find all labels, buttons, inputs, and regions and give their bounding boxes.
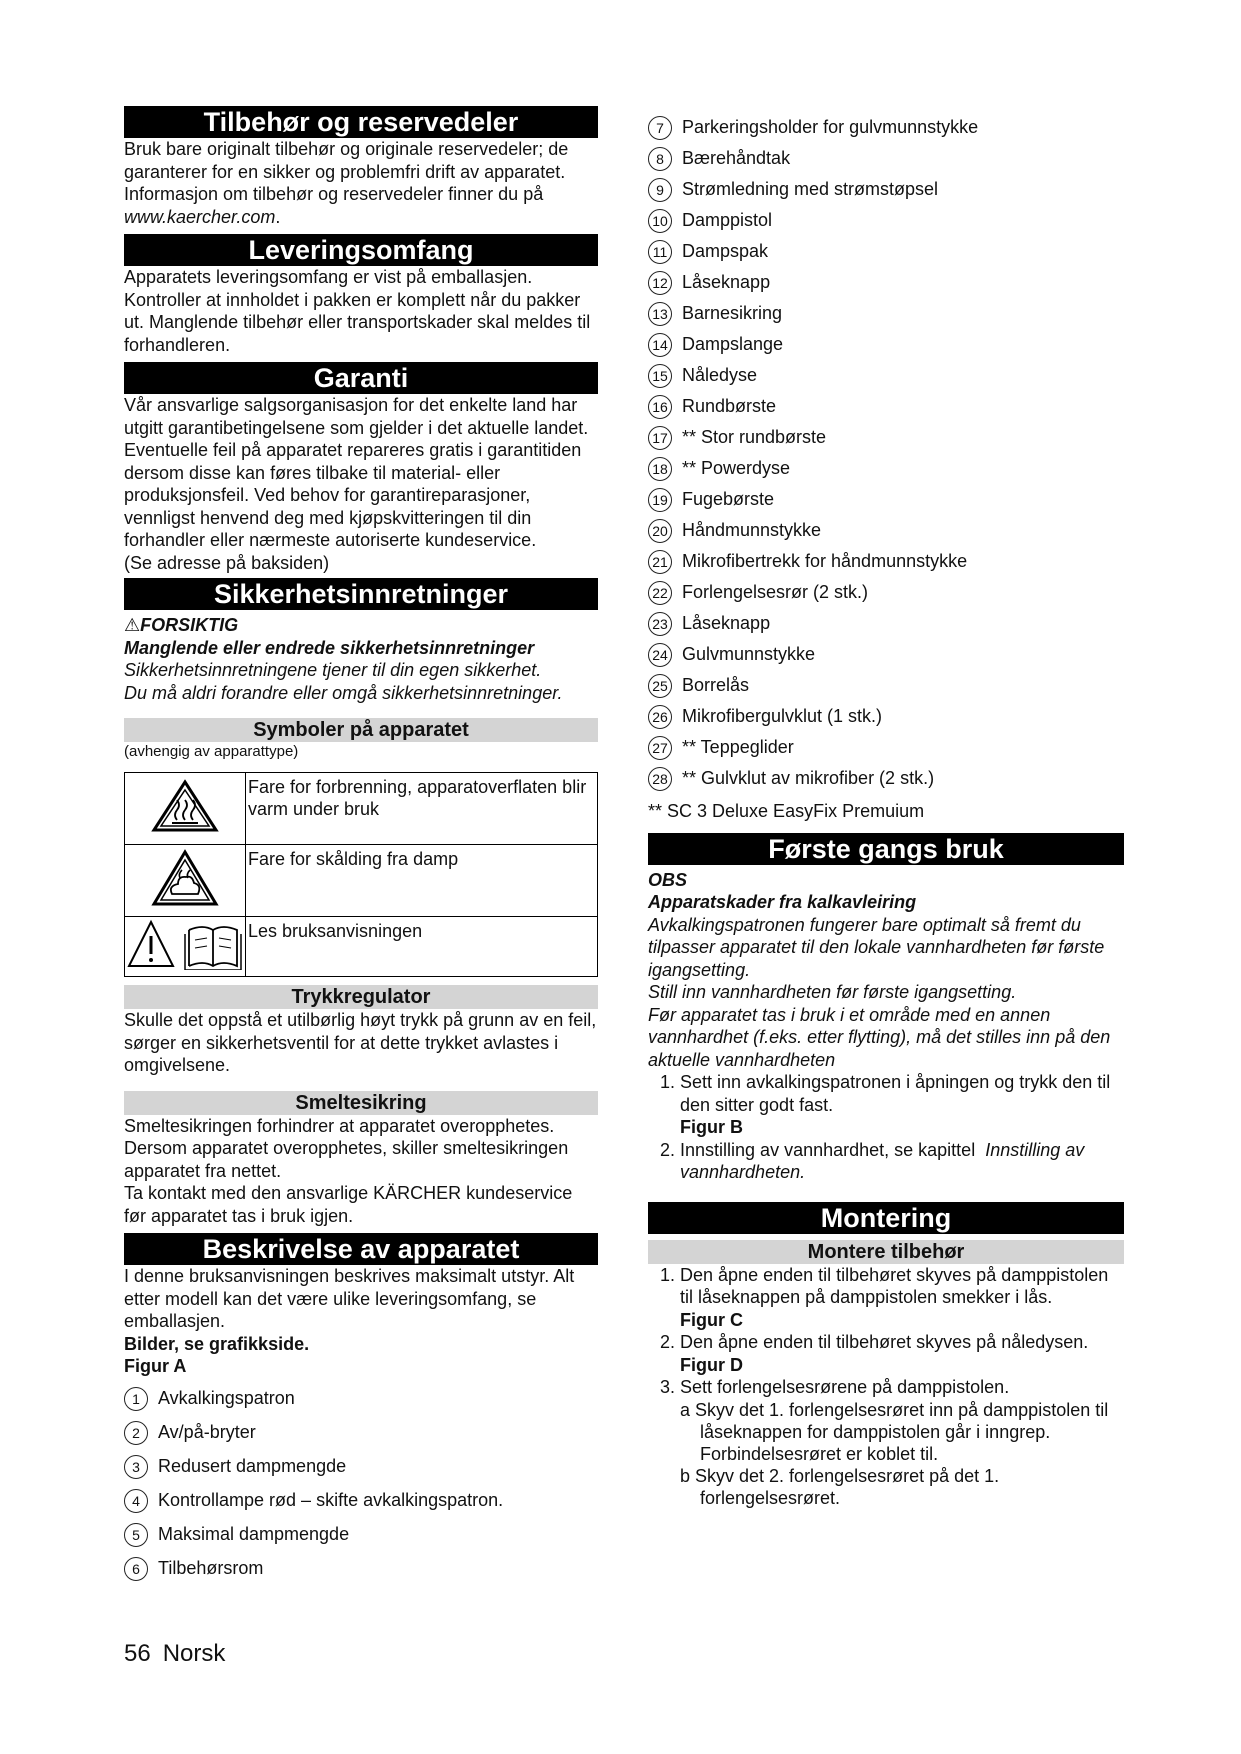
beskrivelse-text: I denne bruksanvisningen beskrives maksimalt utstyr. Alt etter modell kan det være ulike leveringsomfang, se emballasjen. xyxy=(124,1266,575,1331)
item-label: Dampspak xyxy=(682,241,769,261)
list-item xyxy=(648,670,1124,701)
item-number: 19 xyxy=(648,488,672,512)
list-item xyxy=(124,1450,598,1484)
list-item xyxy=(124,1416,598,1450)
item-label: Parkeringsholder for gulvmunnstykke xyxy=(682,117,979,137)
montering-steps xyxy=(648,1264,1124,1509)
item-label: Håndmunnstykke xyxy=(682,520,822,540)
warning-triangle-icon: ⚠ xyxy=(124,615,141,635)
item-number: 15 xyxy=(648,364,672,388)
item-label: ** Teppeglider xyxy=(682,737,794,757)
obs-title: Apparatskader fra kalkavleiring xyxy=(648,892,917,912)
heading-montering: Montering xyxy=(648,1202,1124,1234)
list-item xyxy=(648,298,1124,329)
item-label: Låseknapp xyxy=(682,613,771,633)
montering-step-1: 1. Den åpne enden til tilbehøret skyves på damppistolen til låseknappen på damppistolen smekker i lås. xyxy=(660,1264,1109,1307)
item-label: Tilbehørsrom xyxy=(158,1558,264,1578)
item-number: 17 xyxy=(648,426,672,450)
item-label: Mikrofibertrekk for håndmunnstykke xyxy=(682,551,968,571)
list-item xyxy=(124,1518,598,1552)
item-number: 5 xyxy=(124,1523,148,1547)
item-label: Redusert dampmengde xyxy=(158,1456,347,1476)
item-number: 27 xyxy=(648,736,672,760)
list-item xyxy=(648,763,1124,794)
symbol-row xyxy=(125,917,598,977)
item-label: ** Stor rundbørste xyxy=(682,427,827,447)
figur-d: Figur D xyxy=(680,1354,743,1375)
item-label: Av/på-bryter xyxy=(158,1422,256,1442)
warning-title: Manglende eller endrede sikkerhetsinnretninger xyxy=(124,637,535,658)
symbol-row xyxy=(125,773,598,845)
item-number: 20 xyxy=(648,519,672,543)
item-number: 14 xyxy=(648,333,672,357)
symbol-text: Fare for forbrenning, apparatoverflaten blir varm under bruk xyxy=(246,773,598,845)
item-label: Avkalkingspatron xyxy=(158,1388,295,1408)
list-item xyxy=(648,143,1124,174)
heading-tilbehor: Tilbehør og reservedeler xyxy=(124,106,598,138)
item-label: Gulvmunnstykke xyxy=(682,644,816,664)
tilbehor-text: Bruk bare originalt tilbehør og originale reservedeler; de garanterer for en sikker og problemfri drift av apparatet. Informasjon om tilbehør og reservedeler finner du på www.kaercher.com. xyxy=(124,139,569,227)
item-number: 25 xyxy=(648,674,672,698)
item-number: 23 xyxy=(648,612,672,636)
item-label: Damppistol xyxy=(682,210,773,230)
item-number: 9 xyxy=(648,178,672,202)
obs-text-1: Avkalkingspatronen fungerer bare optimalt så fremt du tilpasser apparatet til den lokale vannhardheten før første igangsetting. xyxy=(648,914,1105,980)
item-label: Dampslange xyxy=(682,334,784,354)
item-number: 6 xyxy=(124,1557,148,1581)
list-item xyxy=(648,453,1124,484)
item-label: Barnesikring xyxy=(682,303,783,323)
item-label: Forlengelsesrør (2 stk.) xyxy=(682,582,869,602)
item-number: 4 xyxy=(124,1489,148,1513)
right-column xyxy=(648,112,1124,1509)
item-number: 12 xyxy=(648,271,672,295)
step-2: 2. Innstilling av vannhardhet, se kapittel Innstilling av vannhardheten. xyxy=(660,1139,1085,1182)
list-item xyxy=(124,1484,598,1518)
leveringsomfang-text: Apparatets leveringsomfang er vist på emballasjen. Kontroller at innholdet i pakken er komplett når du pakker ut. Manglende tilbehør eller transportskader skal meldes til forhandleren. xyxy=(124,267,591,355)
item-number: 2 xyxy=(124,1421,148,1445)
montering-step-2: 2. Den åpne enden til tilbehøret skyves på nåledysen. xyxy=(660,1332,1089,1352)
list-item xyxy=(648,205,1124,236)
list-item xyxy=(124,1552,598,1586)
heading-garanti: Garanti xyxy=(124,362,598,394)
item-label: ** Gulvklut av mikrofiber (2 stk.) xyxy=(682,768,935,788)
obs-label: OBS xyxy=(648,869,688,890)
item-number: 28 xyxy=(648,767,672,791)
hot-surface-icon xyxy=(125,773,246,845)
symbol-table xyxy=(124,772,598,977)
heading-beskrivelse: Beskrivelse av apparatet xyxy=(124,1233,598,1265)
item-label: Rundbørste xyxy=(682,396,777,416)
trykkregulator-text: Skulle det oppstå et utilbørlig høyt trykk på grunn av en feil, sørger en sikkerhetsventil for at dette trykket avlastes i omgivelsene. xyxy=(124,1010,597,1075)
manual-icon xyxy=(125,917,246,977)
list-item xyxy=(648,732,1124,763)
item-number: 8 xyxy=(648,147,672,171)
list-item xyxy=(648,639,1124,670)
kaercher-link[interactable]: www.kaercher.com xyxy=(124,206,276,227)
item-number: 22 xyxy=(648,581,672,605)
item-label: Låseknapp xyxy=(682,272,771,292)
item-label: Fugebørste xyxy=(682,489,775,509)
heading-trykkregulator: Trykkregulator xyxy=(124,985,598,1009)
list-item xyxy=(648,577,1124,608)
montering-step-3a-note: Forbindelsesrøret er koblet til. xyxy=(700,1443,939,1464)
figur-c: Figur C xyxy=(680,1309,743,1330)
garanti-note: (Se adresse på baksiden) xyxy=(124,552,330,573)
page-number: 56 xyxy=(124,1640,151,1667)
list-item xyxy=(648,267,1124,298)
heading-leveringsomfang: Leveringsomfang xyxy=(124,234,598,266)
item-number: 3 xyxy=(124,1455,148,1479)
item-label: Kontrollampe rød – skifte avkalkingspatron. xyxy=(158,1490,504,1510)
list-item xyxy=(648,515,1124,546)
item-number: 26 xyxy=(648,705,672,729)
smeltesikring-text: Smeltesikringen forhindrer at apparatet overopphetes. Dersom apparatet overopphetes, skiller smeltesikringen apparatet fra nettet. xyxy=(124,1115,569,1181)
item-number: 13 xyxy=(648,302,672,326)
list-item xyxy=(124,1382,598,1416)
item-label: Bærehåndtak xyxy=(682,148,791,168)
item-label: Mikrofibergulvklut (1 stk.) xyxy=(682,706,883,726)
list-item xyxy=(648,484,1124,515)
page-footer xyxy=(124,1640,237,1668)
item-label: Borrelås xyxy=(682,675,750,695)
item-number: 16 xyxy=(648,395,672,419)
list-item xyxy=(648,236,1124,267)
item-label: Strømledning med strømstøpsel xyxy=(682,179,939,199)
item-number: 10 xyxy=(648,209,672,233)
list-item xyxy=(648,174,1124,205)
montering-step-3: 3. Sett forlengelsesrørene på damppistolen. xyxy=(660,1377,1010,1397)
step-2-ref: Innstilling av vannhardheten. xyxy=(680,1139,1085,1182)
garanti-text: Vår ansvarlige salgsorganisasjon for det enkelte land har utgitt garantibetingelsene som gjelder i det aktuelle landet. Eventuelle feil på apparatet repareres gratis i garantitiden dersom disse kan føres tilbake til material- eller produksjonsfeil. Ved behov for garantireparasjoner, vennligst henvend deg med kjøpskvitteringen til din forhandler eller nærmeste autoriserte kundeservice. xyxy=(124,395,589,550)
warning-line-2: Du må aldri forandre eller omgå sikkerhetsinnretninger. xyxy=(124,682,563,703)
montering-step-3b: b Skyv det 2. forlengelsesrøret på det 1. forlengelsesrøret. xyxy=(680,1465,1000,1508)
list-item xyxy=(648,391,1124,422)
footer-language: Norsk xyxy=(162,1640,226,1667)
item-number: 7 xyxy=(648,116,672,140)
list-item xyxy=(648,701,1124,732)
obs-text-3: Før apparatet tas i bruk i et område med en annen vannhardhet (f.eks. etter flytting), må det stilles inn på den aktuelle vannhardheten xyxy=(648,1004,1111,1070)
heading-forste-gangs-bruk: Første gangs bruk xyxy=(648,833,1124,865)
heading-smeltesikring: Smeltesikring xyxy=(124,1091,598,1115)
figur-b: Figur B xyxy=(680,1117,743,1137)
item-number: 21 xyxy=(648,550,672,574)
steam-icon xyxy=(125,845,246,917)
list-item xyxy=(648,112,1124,143)
item-number: 11 xyxy=(648,240,672,264)
heading-montere-tilbehor: Montere tilbehør xyxy=(648,1240,1124,1264)
step-1: 1. Sett inn avkalkingspatronen i åpningen og trykk den til den sitter godt fast. xyxy=(660,1072,1111,1115)
list-item xyxy=(648,608,1124,639)
bilder-ref: Bilder, se grafikkside. xyxy=(124,1333,310,1354)
list-item xyxy=(648,329,1124,360)
heading-sikkerhetsinnretninger: Sikkerhetsinnretninger xyxy=(124,578,598,610)
item-number: 24 xyxy=(648,643,672,667)
smeltesikring-text-2: Ta kontakt med den ansvarlige KÄRCHER kundeservice før apparatet tas i bruk igjen. xyxy=(124,1183,573,1226)
parts-note: ** SC 3 Deluxe EasyFix Premuium xyxy=(648,801,925,821)
list-item xyxy=(648,546,1124,577)
obs-text-2: Still inn vannhardheten før første igangsetting. xyxy=(648,982,1017,1002)
parts-list-b xyxy=(648,112,1124,794)
symbol-text: Fare for skålding fra damp xyxy=(246,845,598,917)
item-label: Nåledyse xyxy=(682,365,758,385)
list-item xyxy=(648,360,1124,391)
list-item xyxy=(648,422,1124,453)
montering-step-3a: a Skyv det 1. forlengelsesrøret inn på damppistolen til låseknappen for damppistolen går i inngrep. xyxy=(680,1399,1109,1442)
left-column xyxy=(124,106,598,1586)
parts-list-a xyxy=(124,1382,598,1586)
symboler-note: (avhengig av apparattype) xyxy=(124,743,299,760)
symbol-text: Les bruksanvisningen xyxy=(246,917,598,977)
item-label: ** Powerdyse xyxy=(682,458,791,478)
figur-a: Figur A xyxy=(124,1356,187,1376)
warning-label: ⚠FORSIKTIG xyxy=(124,615,239,635)
item-label: Maksimal dampmengde xyxy=(158,1524,350,1544)
item-number: 18 xyxy=(648,457,672,481)
symbol-row xyxy=(125,845,598,917)
first-use-steps xyxy=(648,1071,1124,1184)
heading-symboler: Symboler på apparatet xyxy=(124,718,598,742)
warning-line-1: Sikkerhetsinnretningene tjener til din egen sikkerhet. xyxy=(124,660,542,680)
item-number: 1 xyxy=(124,1387,148,1411)
